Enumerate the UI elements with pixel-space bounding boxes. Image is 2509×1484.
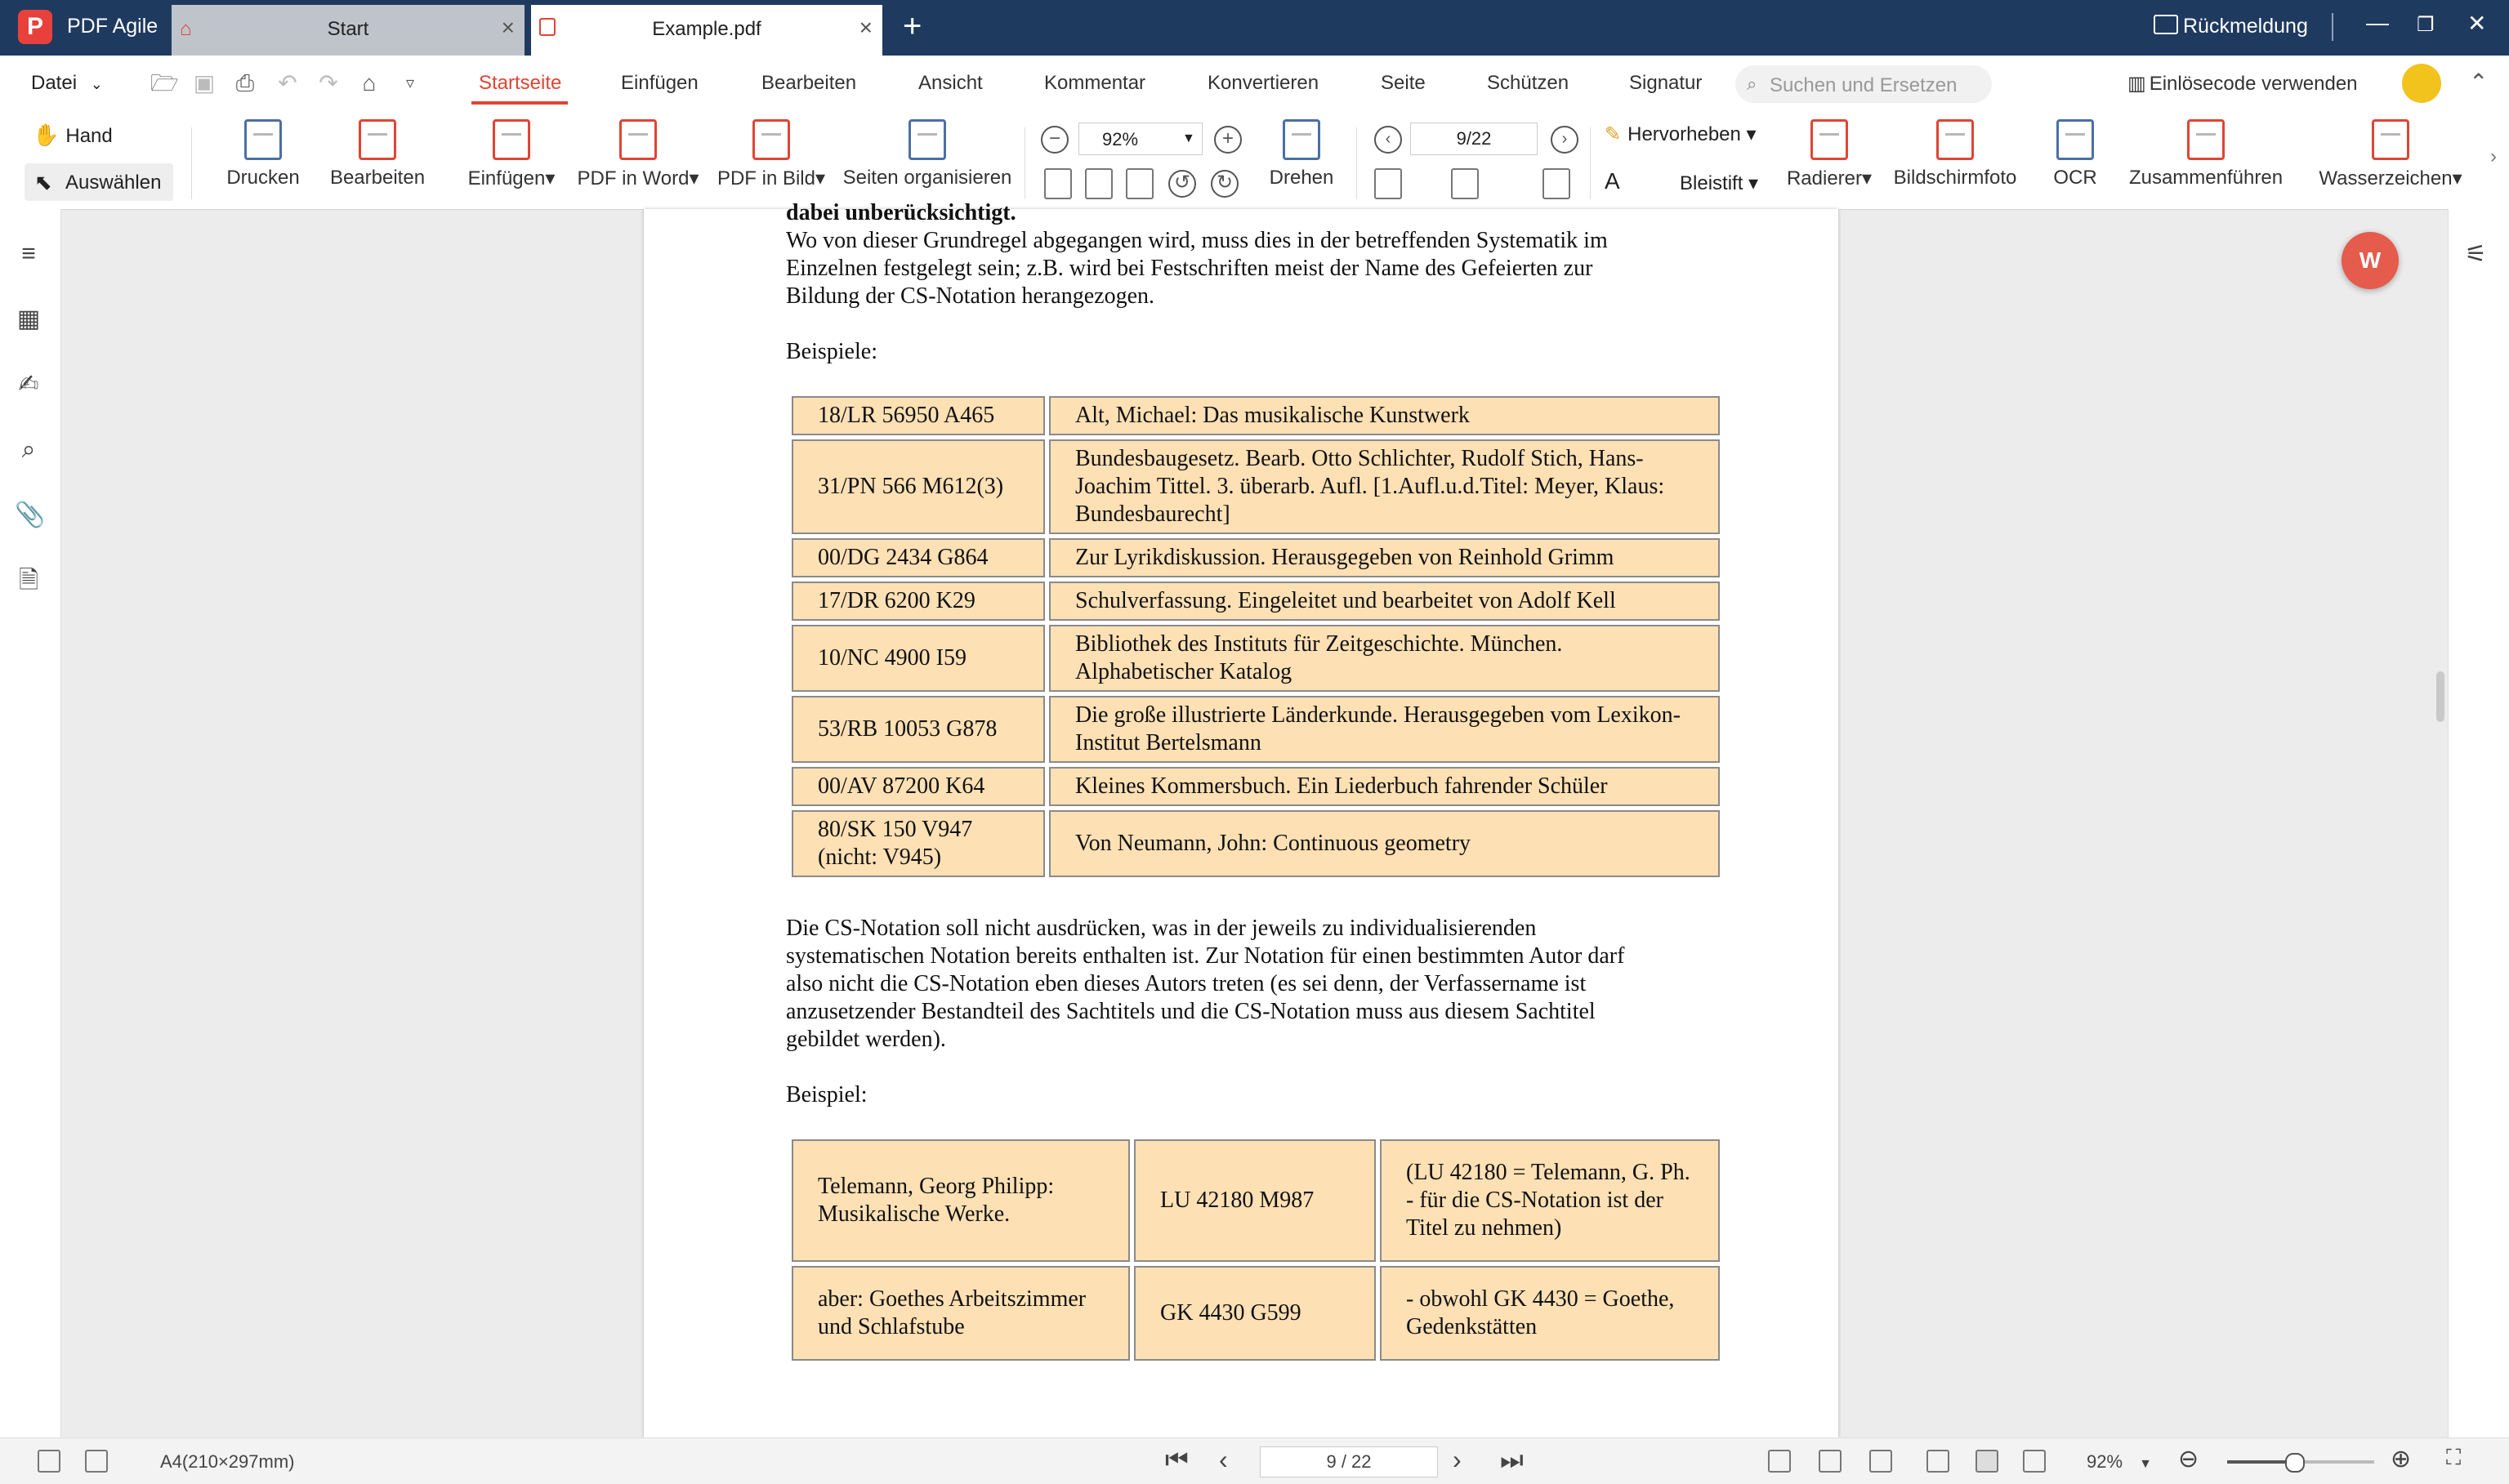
edit-document-icon — [359, 119, 396, 160]
table-cell: Die große illustrierte Länderkunde. Herausgegeben vom Lexikon-Institut Bertelsmann — [1049, 696, 1720, 763]
title-bar — [0, 0, 2509, 56]
document-text: Wo von dieser Grundregel abgegangen wird, muss dies in der betreffenden Systematik im — [786, 228, 1608, 253]
restore-icon[interactable]: ❐ — [2417, 14, 2435, 36]
grid-pages-icon — [909, 119, 946, 160]
menu-signatur[interactable]: Signatur — [1629, 72, 1703, 94]
actual-size-icon[interactable] — [1044, 168, 1072, 199]
table-cell: 17/DR 6200 K29 — [792, 582, 1045, 621]
screenshot-icon — [1936, 119, 1974, 160]
toolbar-divider — [1590, 127, 1591, 199]
home-icon[interactable]: ⌂ — [362, 70, 377, 96]
avatar[interactable] — [2402, 64, 2441, 103]
eraser-button[interactable]: Radierer▾ — [1784, 119, 1874, 190]
table-cell: Bundesbaugesetz. Bearb. Otto Schlichter, Rudolf Stich, Hans-Joachim Tittel. 3. überarb. Aufl. [1.Aufl.u.d.Titel: Meyer, Klaus: Bundesbaurecht] — [1049, 439, 1720, 534]
feedback-label: Rückmeldung — [2183, 15, 2308, 38]
chevron-down-icon: ⌄ — [90, 76, 103, 92]
undo-icon[interactable]: ↶ — [278, 70, 297, 96]
document-text: Die CS-Notation soll nicht ausdrücken, was in der jeweils zu individualisierenden — [786, 916, 1537, 941]
rotate-page-icon — [1283, 119, 1320, 160]
insert-label: Einfügen — [467, 167, 546, 189]
home-icon: ⌂ — [180, 18, 192, 40]
table-cell: (LU 42180 = Telemann, G. Ph. - für die CS-Notation ist der Titel zu nehmen) — [1380, 1139, 1720, 1262]
status-page-input[interactable]: 9 / 22 — [1260, 1446, 1438, 1477]
screenshot-label: Bildschirmfoto — [1893, 167, 2017, 189]
menu-startseite[interactable]: Startseite — [479, 72, 562, 94]
right-sidebar — [2448, 209, 2509, 1437]
menu-kommentar[interactable]: Kommentar — [1044, 72, 1146, 94]
save-icon[interactable]: ▣ — [193, 70, 216, 96]
table-cell: Bibliothek des Instituts für Zeitgeschichte. München. Alphabetischer Katalog — [1049, 625, 1720, 692]
document-text: Einzelnen festgelegt sein; z.B. wird bei Festschriften meist der Name des Gefeierten zur — [786, 256, 1593, 281]
two-page-view-icon[interactable] — [1451, 168, 1479, 199]
menu-einfuegen[interactable]: Einfügen — [621, 72, 699, 94]
merge-button[interactable] — [2124, 119, 2288, 189]
search-placeholder: Suchen und Ersetzen — [1770, 74, 1958, 96]
document-text: gebildet werden). — [786, 1027, 946, 1052]
organize-pages-button[interactable] — [842, 119, 1013, 189]
table-cell: Schulverfassung. Eingeleitet und bearbeitet von Adolf Kell — [1049, 582, 1720, 621]
barcode-icon: ▥ — [2127, 73, 2145, 95]
table-row — [792, 810, 1720, 877]
table-cell: Telemann, Georg Philipp: Musikalische Werke. — [792, 1139, 1130, 1262]
zoom-slider-fill — [2227, 1460, 2293, 1464]
search-icon[interactable]: ⌕ — [21, 436, 36, 463]
rotate-left-icon[interactable]: ↺ — [1168, 170, 1196, 198]
chevron-right-icon[interactable]: › — [2490, 145, 2497, 167]
table-row — [792, 582, 1720, 621]
highlight-label: Hervorheben — [1627, 123, 1741, 145]
rotate-label: Drehen — [1269, 167, 1334, 189]
eraser-icon — [1810, 119, 1848, 160]
watermark-label: Wasserzeichen — [2319, 167, 2453, 189]
app-name: PDF Agile — [67, 15, 158, 38]
single-page-view-icon[interactable] — [1374, 168, 1402, 199]
next-page-icon[interactable]: › — [1551, 126, 1578, 154]
eraser-label: Radierer — [1786, 167, 1862, 189]
table-cell: LU 42180 M987 — [1134, 1139, 1376, 1262]
edit-label: Bearbeiten — [329, 167, 426, 189]
merge-files-icon — [2187, 119, 2225, 160]
cursor-icon: ⬉ — [34, 170, 52, 194]
signature-icon[interactable]: ✍ — [18, 371, 39, 398]
previous-view-icon[interactable] — [38, 1450, 60, 1473]
last-page-icon[interactable]: ⏭ — [1500, 1445, 1524, 1474]
highlighter-icon: ✎ — [1605, 123, 1622, 145]
menu-ansicht[interactable]: Ansicht — [918, 72, 983, 94]
window-controls-divider — [2332, 13, 2333, 41]
toolbar-divider — [191, 127, 192, 199]
vertical-scrollbar[interactable] — [2433, 209, 2448, 1437]
table-row — [792, 767, 1720, 806]
active-menu-indicator — [471, 101, 568, 105]
zoom-level[interactable] — [2087, 1451, 2152, 1473]
table-cell: - obwohl GK 4430 = Goethe, Gedenkstätten — [1380, 1266, 1720, 1361]
chevron-down-icon: ▼ — [1182, 131, 1195, 145]
chevron-down-icon: ▼ — [2139, 1457, 2153, 1471]
rotate-right-icon[interactable]: ↻ — [1211, 170, 1239, 198]
document-text: systematischen Notation bereits enthalten ist. Zur Notation für einen bestimmten Autor darf — [786, 943, 1625, 969]
pdf-page — [644, 200, 1838, 1437]
menu-seite[interactable]: Seite — [1381, 72, 1426, 94]
document-text: Beispiele: — [786, 339, 877, 364]
continuous-view-icon[interactable] — [1542, 168, 1570, 199]
menu-schuetzen[interactable]: Schützen — [1487, 72, 1569, 94]
tab-label: Start — [327, 18, 369, 40]
pdf-to-word-label: PDF in Word — [577, 167, 690, 189]
document-text: Bildung der CS-Notation herangezogen. — [786, 283, 1155, 309]
redeem-code-label: Einlösecode verwenden — [2149, 73, 2358, 95]
zoom-out-icon[interactable]: − — [1041, 126, 1069, 154]
zoom-slider-handle[interactable] — [2285, 1453, 2305, 1473]
table-cell: 10/NC 4900 I59 — [792, 625, 1045, 692]
image-file-icon — [752, 119, 790, 160]
pdf-to-word-button[interactable]: PDF in Word▾ — [577, 119, 699, 190]
page-number-input[interactable]: 9/22 — [1410, 123, 1538, 155]
customize-chevron-icon[interactable]: ▿ — [405, 74, 415, 92]
watermark-button[interactable]: Wasserzeichen▾ — [2317, 119, 2464, 190]
ocr-icon — [2056, 119, 2094, 160]
print-label: Drucken — [226, 167, 300, 189]
thumbnails-icon[interactable]: ▦ — [16, 305, 41, 332]
zoom-out-icon[interactable]: ⊖ — [2178, 1446, 2199, 1473]
table-cell: 00/AV 87200 K64 — [792, 767, 1045, 806]
table-cell: 80/SK 150 V947 (nicht: V945) — [792, 810, 1045, 877]
attachment-icon[interactable]: 📎 — [15, 501, 46, 528]
table-cell: Zur Lyrikdiskussion. Herausgegeben von Reinhold Grimm — [1049, 538, 1720, 577]
table-cell: 53/RB 10053 G878 — [792, 696, 1045, 763]
search-input[interactable] — [1735, 65, 1992, 103]
menu-konvertieren[interactable]: Konvertieren — [1208, 72, 1319, 94]
close-tab-icon[interactable]: × — [859, 15, 873, 40]
select-tool-button[interactable] — [25, 163, 173, 201]
scrollbar-thumb[interactable] — [2436, 671, 2444, 722]
print-button[interactable] — [222, 119, 304, 189]
zoom-value: 92% — [2087, 1451, 2123, 1472]
fit-width-icon[interactable] — [1869, 1450, 1892, 1473]
document-text: anzusetzender Bestandteil des Sachtitels und die CS-Notation muss aus diesem Sachtitel — [786, 999, 1596, 1024]
open-folder-icon[interactable]: 🗁 — [150, 70, 179, 96]
highlight-button[interactable]: ✎ Hervorheben ▾ — [1605, 123, 1757, 145]
pencil-button[interactable]: Bleistift ▾ — [1680, 172, 1759, 194]
chevron-up-icon[interactable]: ⌃ — [2469, 69, 2489, 95]
tab-label: Example.pdf — [652, 18, 761, 40]
table-cell: aber: Goethes Arbeitszimmer und Schlafstube — [792, 1266, 1130, 1361]
menu-bar — [0, 56, 2509, 114]
toolbar-divider — [1356, 127, 1357, 199]
feedback-button[interactable] — [2154, 15, 2308, 38]
table-cell: 31/PN 566 M612(3) — [792, 439, 1045, 534]
previous-page-icon[interactable]: ‹ — [1219, 1445, 1228, 1474]
document-info-icon[interactable]: 🗎 — [18, 567, 39, 594]
redo-icon[interactable]: ↷ — [319, 70, 338, 96]
zoom-slider[interactable] — [2227, 1460, 2374, 1464]
two-page-view-icon[interactable] — [2023, 1450, 2046, 1473]
table-row — [792, 396, 1720, 435]
minimize-icon[interactable]: — — [2366, 10, 2389, 35]
file-menu[interactable] — [31, 72, 103, 95]
app-logo-icon: P — [18, 10, 52, 44]
new-tab-icon[interactable]: + — [903, 8, 922, 44]
close-tab-icon[interactable]: × — [501, 15, 515, 40]
table-row — [792, 625, 1720, 692]
table-row — [792, 1139, 1720, 1262]
word-file-icon — [619, 119, 657, 160]
properties-sliders-icon[interactable]: ⚟ — [2465, 241, 2487, 268]
hand-tool-label: Hand — [65, 125, 113, 147]
document-text: dabei unberücksichtigt. — [786, 200, 1016, 225]
ocr-button[interactable] — [2042, 119, 2108, 189]
ribbon-toolbar — [0, 113, 2509, 210]
next-view-icon[interactable] — [85, 1450, 108, 1473]
table-cell: Von Neumann, John: Continuous geometry — [1049, 810, 1720, 877]
actual-size-icon[interactable] — [1768, 1450, 1791, 1473]
insert-button[interactable]: Einfügen▾ — [462, 119, 560, 190]
hand-tool-button[interactable] — [33, 123, 113, 148]
table-cell: 18/LR 56950 A465 — [792, 396, 1045, 435]
table-row — [792, 1266, 1720, 1361]
hand-icon: ✋ — [33, 123, 60, 147]
edit-button[interactable] — [328, 119, 426, 189]
left-sidebar — [0, 209, 61, 1437]
status-bar — [0, 1437, 2509, 1484]
table-cell: Kleines Kommersbuch. Ein Liederbuch fahrender Schüler — [1049, 767, 1720, 806]
search-icon: ⌕ — [1747, 74, 1757, 94]
zoom-in-icon[interactable]: ⊕ — [2391, 1446, 2412, 1473]
table-row — [792, 439, 1720, 534]
pdf-to-image-label: PDF in Bild — [717, 167, 815, 189]
zoom-value: 92% — [1102, 129, 1139, 149]
first-page-icon[interactable]: ⏮ — [1165, 1445, 1189, 1474]
redeem-code-button[interactable] — [2127, 72, 2358, 96]
table-row — [792, 696, 1720, 763]
floating-word-convert-button[interactable]: W — [2342, 232, 2399, 289]
document-text: also nicht die CS-Notation eben dieses Autors treten (es sei denn, der Verfassername ist — [786, 971, 1587, 996]
fullscreen-icon[interactable]: ⛶ — [2446, 1445, 2462, 1469]
fit-page-icon[interactable] — [1819, 1450, 1842, 1473]
printer-icon — [244, 119, 282, 160]
watermark-icon — [2372, 119, 2409, 160]
previous-page-icon[interactable]: ‹ — [1374, 126, 1402, 154]
select-tool-label: Auswählen — [65, 172, 162, 194]
next-page-icon[interactable]: › — [1453, 1445, 1462, 1474]
screenshot-button[interactable] — [1889, 119, 2021, 189]
page-size-label: A4(210×297mm) — [160, 1451, 295, 1472]
fit-page-icon[interactable] — [1085, 168, 1113, 199]
zoom-in-icon[interactable]: + — [1214, 126, 1242, 154]
menu-bearbeiten[interactable]: Bearbeiten — [761, 72, 857, 94]
tab-document[interactable] — [531, 5, 882, 56]
text-color-icon[interactable]: A — [1605, 168, 1620, 194]
examples-table — [788, 392, 1724, 881]
table-cell: 00/DG 2434 G864 — [792, 538, 1045, 577]
single-page-view-icon[interactable] — [1976, 1450, 1998, 1473]
organize-pages-label: Seiten organisieren — [842, 167, 1012, 189]
menu-icon[interactable]: ≡ — [21, 240, 36, 267]
table-row — [792, 538, 1720, 577]
close-window-icon[interactable]: ✕ — [2467, 11, 2487, 36]
merge-label: Zusammenführen — [2128, 167, 2284, 189]
print-icon[interactable]: ⎙ — [235, 70, 255, 96]
feedback-icon — [2154, 15, 2178, 34]
table-cell: GK 4430 G599 — [1134, 1266, 1376, 1361]
insert-page-icon — [493, 119, 530, 160]
rotate-button[interactable] — [1265, 119, 1338, 189]
file-menu-label: Datei — [31, 72, 78, 94]
fit-width-icon[interactable] — [1126, 168, 1154, 199]
document-text: Beispiel: — [786, 1082, 868, 1107]
pdf-to-image-button[interactable]: PDF in Bild▾ — [714, 119, 828, 190]
continuous-view-icon[interactable] — [1926, 1450, 1949, 1473]
tab-start[interactable] — [172, 5, 525, 56]
example-table — [788, 1135, 1724, 1365]
table-cell: Alt, Michael: Das musikalische Kunstwerk — [1049, 396, 1720, 435]
ocr-label: OCR — [2053, 167, 2097, 189]
pencil-label: Bleistift — [1680, 172, 1743, 194]
zoom-select[interactable] — [1078, 123, 1203, 155]
